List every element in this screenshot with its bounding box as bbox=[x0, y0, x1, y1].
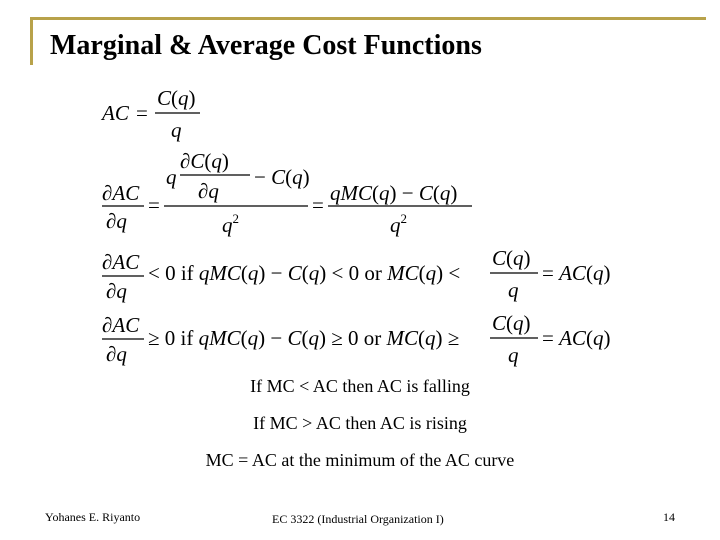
slide-title: Marginal & Average Cost Functions bbox=[50, 30, 482, 61]
frame-top-rule bbox=[30, 17, 706, 20]
eq1-num: C(q) bbox=[157, 86, 196, 110]
eq3-lhs-den: ∂q bbox=[106, 279, 127, 303]
equation-average-cost bbox=[100, 85, 220, 145]
statement-ac-falling: If MC < AC then AC is falling bbox=[250, 376, 470, 396]
eq4-lhs-den: ∂q bbox=[106, 342, 127, 366]
eq2-equals-1: = bbox=[148, 193, 160, 217]
eq2-inner-den: ∂q bbox=[198, 179, 219, 203]
equation-ac-falling bbox=[100, 245, 640, 305]
eq1-equals: = bbox=[136, 101, 148, 125]
eq3-frac-den: q bbox=[508, 278, 519, 302]
eq3-frac-num: C(q) bbox=[492, 246, 531, 270]
eq4-frac-den: q bbox=[508, 343, 519, 367]
eq3-tail: = AC(q) bbox=[542, 261, 611, 285]
footer-author: Yohanes E. Riyanto bbox=[45, 510, 141, 524]
footer-course: EC 3322 (Industrial Organization I) bbox=[272, 512, 444, 526]
eq2-mid-q: q bbox=[166, 165, 177, 189]
eq2-equals-2: = bbox=[312, 193, 324, 217]
eq3-condition: < 0 if qMC(q) − C(q) < 0 or MC(q) < bbox=[148, 261, 461, 285]
frame-left-rule bbox=[30, 17, 33, 65]
eq2-mid-den: $q^2$ bbox=[222, 211, 239, 237]
equation-ac-rising bbox=[100, 310, 640, 370]
eq2-rhs-num: qMC(q) − C(q) bbox=[330, 181, 458, 205]
footer-page-number: 14 bbox=[663, 510, 675, 524]
eq4-lhs-num: ∂AC bbox=[102, 313, 140, 337]
eq4-frac-num: C(q) bbox=[492, 311, 531, 335]
eq4-condition: ≥ 0 if qMC(q) − C(q) ≥ 0 or MC(q) ≥ bbox=[148, 326, 460, 350]
eq2-rhs-den: $q^2$ bbox=[390, 211, 407, 237]
statement-ac-minimum: MC = AC at the minimum of the AC curve bbox=[205, 450, 515, 470]
equation-ac-derivative bbox=[100, 148, 480, 240]
eq2-inner-num: ∂C(q) bbox=[180, 149, 229, 173]
eq2-lhs-den: ∂q bbox=[106, 209, 127, 233]
eq1-den: q bbox=[171, 118, 182, 142]
eq2-mid-minus: − C(q) bbox=[254, 165, 310, 189]
eq4-tail: = AC(q) bbox=[542, 326, 611, 350]
eq1-lhs: AC bbox=[102, 101, 129, 125]
eq2-lhs-num: ∂AC bbox=[102, 181, 140, 205]
eq3-lhs-num: ∂AC bbox=[102, 250, 140, 274]
statement-ac-rising: If MC > AC then AC is rising bbox=[253, 413, 467, 433]
